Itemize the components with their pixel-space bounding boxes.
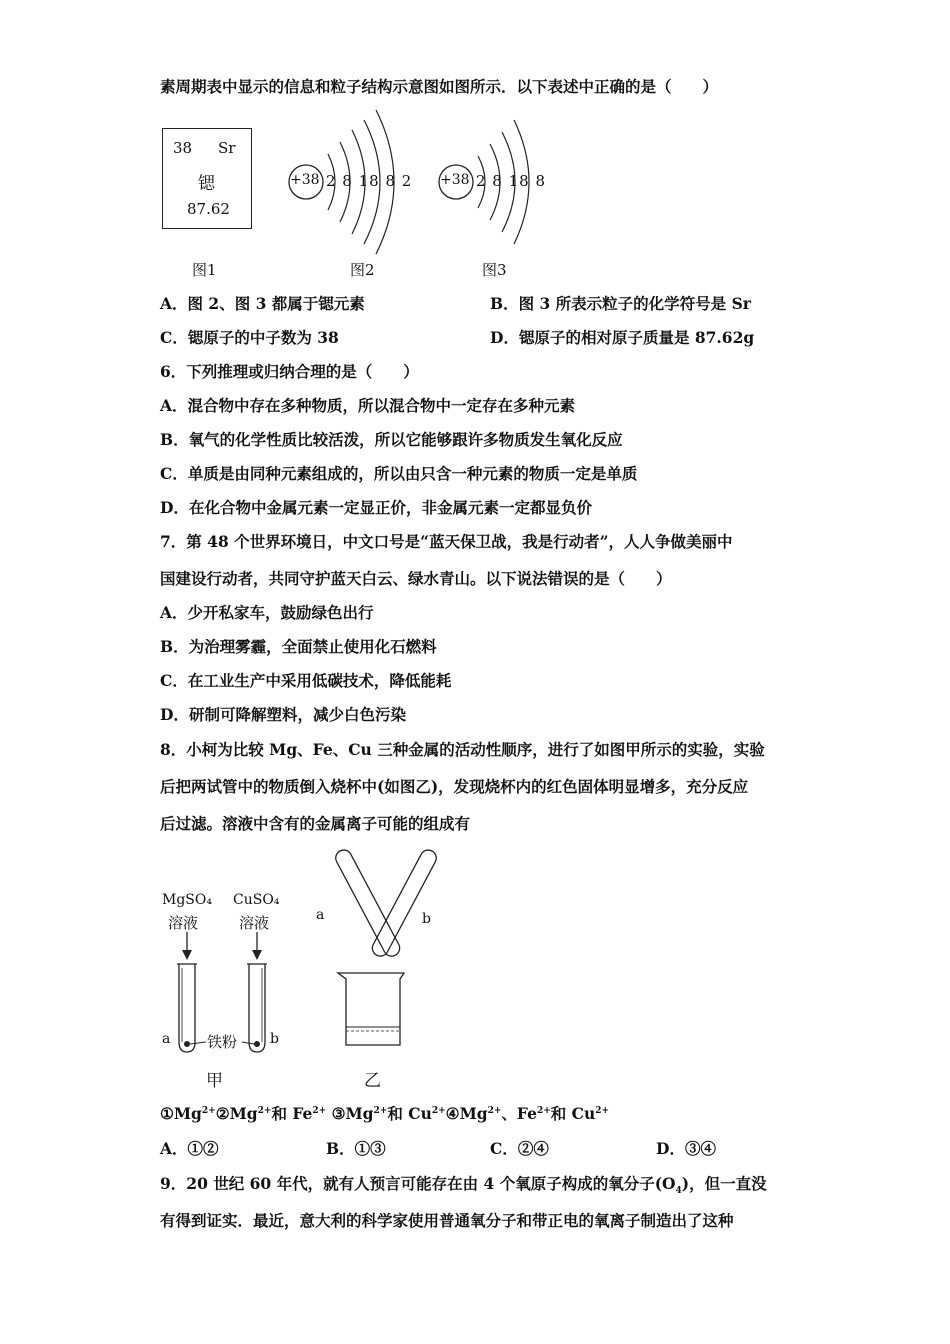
q8-option-a[interactable]: A．①② — [160, 1139, 219, 1158]
and-text: 和 — [387, 1104, 403, 1123]
choice-3: ③Mg — [331, 1104, 374, 1123]
charge: 2+ — [487, 1105, 502, 1116]
charge: 2+ — [373, 1105, 388, 1116]
q7-stem-line1: 7．第 48 个世界环境日，中文口号是“蓝天保卫战，我是行动者”，人人争做美丽中 — [160, 532, 733, 551]
charge: 2+ — [536, 1105, 551, 1116]
q5-option-a[interactable]: A．图 2、图 3 都属于锶元素 — [160, 294, 365, 313]
fig3-caption: 图3 — [482, 261, 507, 279]
q9-stem-line2: 有得到证实．最近，意大利的科学家使用普通氧分子和带正电的氧离子制造出了这种 — [160, 1211, 734, 1230]
fig2-shells: 2 8 18 8 2 — [326, 172, 413, 190]
cuso4-solution-label: 溶液 — [239, 914, 270, 932]
q9-stem-text-end: )，但一直没 — [681, 1174, 767, 1193]
charge: 2+ — [595, 1105, 610, 1116]
and-text: 和 — [550, 1104, 567, 1123]
tube-a-label: a — [162, 1031, 171, 1047]
and-text: 和 — [271, 1104, 287, 1123]
q5-stem: 素周期表中显示的信息和粒子结构示意图如图所示．以下表述中正确的是（ ） — [160, 77, 719, 96]
q8-option-d[interactable]: D．③④ — [656, 1139, 716, 1158]
q6-option-a[interactable]: A．混合物中存在多种物质，所以混合物中一定存在多种元素 — [160, 396, 576, 415]
q8-option-b[interactable]: B．①③ — [326, 1139, 386, 1158]
charge: 2+ — [201, 1105, 216, 1116]
atomic-mass: 87.62 — [187, 200, 230, 218]
q5-option-c[interactable]: C．锶原子的中子数为 38 — [160, 328, 339, 347]
cu-ion: Cu — [408, 1104, 432, 1123]
q9-stem-text: 9．20 世纪 60 年代，就有人预言可能存在由 4 个氧原子构成的氧分子(O — [160, 1174, 676, 1193]
experiment-apparatus-yi — [300, 845, 450, 1055]
q6-option-d[interactable]: D．在化合物中金属元素一定显正价，非金属元素一定都显负价 — [160, 498, 592, 517]
q5-option-d[interactable]: D．锶原子的相对原子质量是 87.62g — [490, 328, 755, 347]
charge: 2+ — [257, 1105, 272, 1116]
fe-ion: Fe — [516, 1104, 537, 1123]
q6-option-b[interactable]: B．氧气的化学性质比较活泼，所以它能够跟许多物质发生氧化反应 — [160, 430, 623, 449]
element-name: 锶 — [198, 174, 215, 194]
q8-option-c[interactable]: C．②④ — [490, 1139, 549, 1158]
mgso4-label: MgSO₄ — [162, 892, 212, 908]
fig3-nucleus: +38 — [440, 172, 470, 188]
figure-yi-caption: 乙 — [364, 1071, 381, 1091]
choice-2: ②Mg — [215, 1104, 258, 1123]
fig1-caption: 图1 — [192, 261, 217, 279]
choice-1: ①Mg — [160, 1104, 202, 1123]
tube-b-label: b — [270, 1031, 279, 1047]
fe-ion: Fe — [292, 1104, 313, 1123]
charge: 2+ — [312, 1105, 327, 1116]
figure-jia-caption: 甲 — [206, 1071, 223, 1091]
q7-stem-line2: 国建设行动者，共同守护蓝天白云、绿水青山。以下说法错误的是（ ） — [160, 569, 672, 588]
beaker-tube-b-label: b — [422, 911, 431, 927]
fig3-shells: 2 8 18 8 — [476, 172, 547, 190]
subscript: 4 — [675, 1186, 682, 1197]
beaker-tube-a-label: a — [316, 907, 325, 923]
charge: 2+ — [431, 1105, 446, 1116]
cuso4-label: CuSO₄ — [233, 892, 280, 908]
iron-powder-label: 铁粉 — [207, 1033, 238, 1051]
fig2-caption: 图2 — [350, 261, 375, 279]
q7-option-c[interactable]: C．在工业生产中采用低碳技术，降低能耗 — [160, 671, 452, 690]
ion-choices — [160, 1104, 609, 1124]
q9-stem-line1 — [160, 1174, 767, 1197]
choice-4: ④Mg — [445, 1104, 488, 1123]
q5-option-b[interactable]: B．图 3 所表示粒子的化学符号是 Sr — [490, 294, 751, 313]
atomic-number: 38 — [173, 139, 193, 157]
q6-option-c[interactable]: C．单质是由同种元素组成的，所以由只含一种元素的物质一定是单质 — [160, 464, 638, 483]
mgso4-solution-label: 溶液 — [168, 914, 199, 932]
fig2-nucleus: +38 — [290, 172, 320, 188]
separator: 、 — [501, 1104, 517, 1123]
element-symbol: Sr — [218, 139, 236, 157]
periodic-tile — [162, 128, 252, 229]
q6-stem: 6．下列推理或归纳合理的是（ ） — [160, 362, 419, 381]
q8-stem-line2: 后把两试管中的物质倒入烧杯中(如图乙)，发现烧杯内的红色固体明显增多，充分反应 — [160, 777, 749, 796]
cu-ion: Cu — [571, 1104, 596, 1123]
q7-option-d[interactable]: D．研制可降解塑料，减少白色污染 — [160, 705, 406, 724]
q7-option-b[interactable]: B．为治理雾霾，全面禁止使用化石燃料 — [160, 637, 437, 656]
q8-stem-line3: 后过滤。溶液中含有的金属离子可能的组成有 — [160, 814, 471, 833]
q7-option-a[interactable]: A．少开私家车，鼓励绿色出行 — [160, 603, 374, 622]
q8-stem-line1: 8．小柯为比较 Mg、Fe、Cu 三种金属的活动性顺序，进行了如图甲所示的实验，实验 — [160, 740, 765, 759]
